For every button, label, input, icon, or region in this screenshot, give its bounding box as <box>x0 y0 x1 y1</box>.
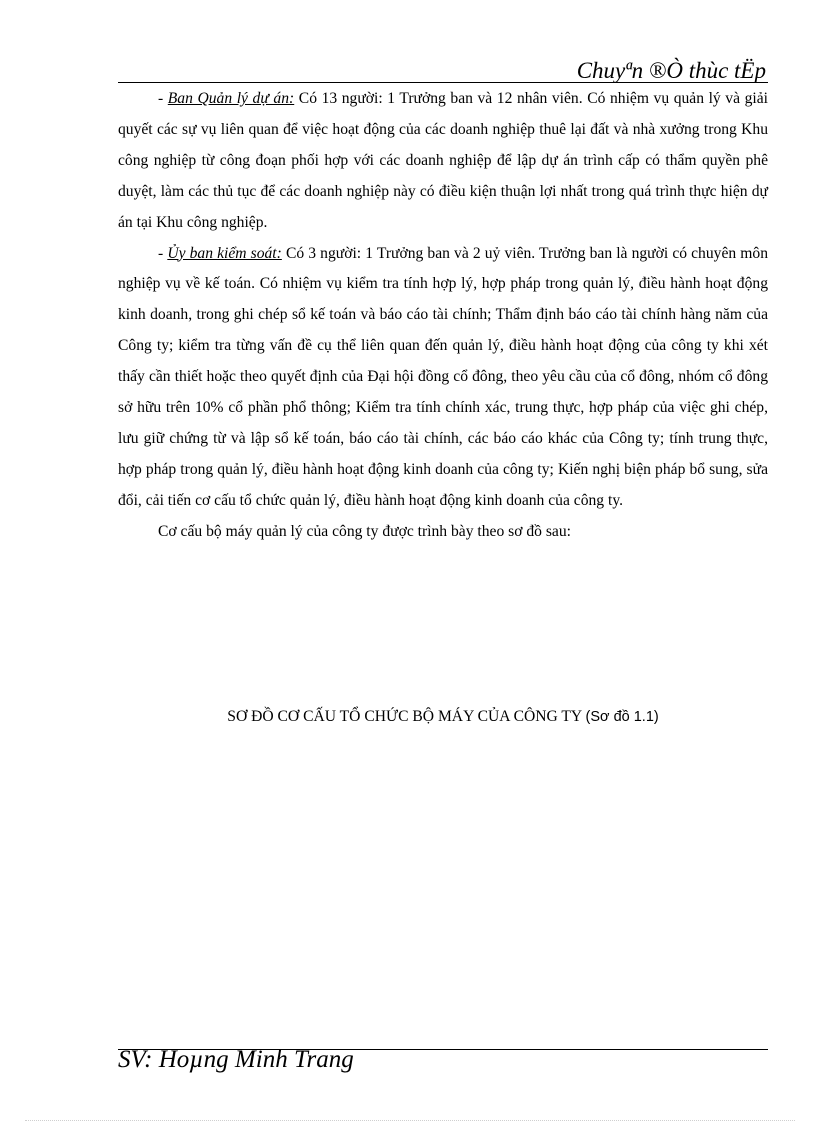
paragraph-text: Có 3 người: 1 Trưởng ban và 2 uỷ viên. Trưởng ban là người có chuyên môn nghiệp vụ về kế toán. Có nhiệm vụ kiểm tra tính hợp lý, hợp pháp trong quản lý, điều hành hoạt động kinh doanh, trong ghi chép sổ kế toán và báo cáo tài chính; Thẩm định báo cáo tài chính hàng năm của Công ty; kiểm tra từng vấn đề cụ thể liên quan đến quản lý, điều hành hoạt động của công ty khi xét thấy cần thiết hoặc theo quyết định của Đại hội đồng cổ đông, theo yêu cầu của cổ đông, nhóm cổ đông sở hữu trên 10% cổ phần phổ thông; Kiểm tra tính chính xác, trung thực, hợp pháp của việc ghi chép, lưu giữ chứng từ và lập sổ kế toán, báo cáo tài chính, các báo cáo khác của Công ty; tính trung thực, hợp pháp trong quản lý, điều hành hoạt động kinh doanh của công ty; Kiến nghị biện pháp bổ sung, sửa đổi, cải tiến cơ cấu tổ chức quản lý, điều hành hoạt động kinh doanh của công ty. <box>118 244 768 509</box>
paragraph-text: Cơ cấu bộ máy quản lý của công ty được trình bày theo sơ đồ sau: <box>158 522 571 540</box>
diagram-number: (Sơ đồ 1.1) <box>585 709 659 725</box>
diagram-title-text: SƠ ĐỒ CƠ CẤU TỔ CHỨC BỘ MÁY CỦA CÔNG TY <box>227 708 582 725</box>
footer-rule <box>118 1049 768 1050</box>
paragraph-text: Có 13 người: 1 Trưởng ban và 12 nhân viên. Có nhiệm vụ quản lý và giải quyết các sự vụ liên quan để việc hoạt động của các doanh nghiệp thuê lại đất và nhà xưởng trong Khu công nghiệp từ công đoạn phối hợp với các doanh nghiệp để lập dự án trình cấp có thẩm quyền phê duyệt, làm các thủ tục để các doanh nghiệp này có điều kiện thuận lợi nhất trong quá trình thực hiện dự án tại Khu công nghiệp. <box>118 90 768 231</box>
paragraph-lead: Ban Quản lý dự án: <box>167 90 295 107</box>
page-edge <box>25 1120 795 1121</box>
paragraph-intro-diagram <box>118 517 768 548</box>
header-rule <box>118 82 768 83</box>
paragraph-supervisory-board: - Ủy ban kiểm soát: Có 3 người: 1 Trưởng ban và 2 uỷ viên. Trưởng ban là người có chuyên môn nghiệp vụ về kế toán. Có nhiệm vụ kiểm tra tính hợp lý, hợp pháp trong quản lý, điều hành hoạt động kinh doanh, trong ghi chép sổ kế toán và báo cáo tài chính; Thẩm định báo cáo tài chính hàng năm của Công ty; kiểm tra từng vấn đề cụ thể liên quan đến quản lý, điều hành hoạt động của công ty khi xét thấy cần thiết hoặc theo quyết định của Đại hội đồng cổ đông, theo yêu cầu của cổ đông, nhóm cổ đông sở hữu trên 10% cổ phần phổ thông; Kiểm tra tính chính xác, trung thực, hợp pháp của việc ghi chép, lưu giữ chứng từ và lập sổ kế toán, báo cáo tài chính, các báo cáo khác của Công ty; tính trung thực, hợp pháp trong quản lý, điều hành hoạt động kinh doanh của công ty; Kiến nghị biện pháp bổ sung, sửa đổi, cải tiến cơ cấu tổ chức quản lý, điều hành hoạt động kinh doanh của công ty. <box>118 244 768 509</box>
footer-author: SV: Hoµng Minh Trang <box>118 1046 354 1073</box>
document-body <box>118 84 768 548</box>
paragraph-lead: Ủy ban kiểm soát: <box>167 244 282 262</box>
paragraph-project-management: - Ban Quản lý dự án: Có 13 người: 1 Trưởng ban và 12 nhân viên. Có nhiệm vụ quản lý và giải quyết các sự vụ liên quan để việc hoạt động của các doanh nghiệp thuê lại đất và nhà xưởng trong Khu công nghiệp từ công đoạn phối hợp với các doanh nghiệp để lập dự án trình cấp có thẩm quyền phê duyệt, làm các thủ tục để các doanh nghiệp này có điều kiện thuận lợi nhất trong quá trình thực hiện dự án tại Khu công nghiệp. <box>118 90 768 231</box>
header-title: Chuyªn ®Ò thùc tËp <box>576 58 766 83</box>
diagram-title <box>118 704 768 730</box>
